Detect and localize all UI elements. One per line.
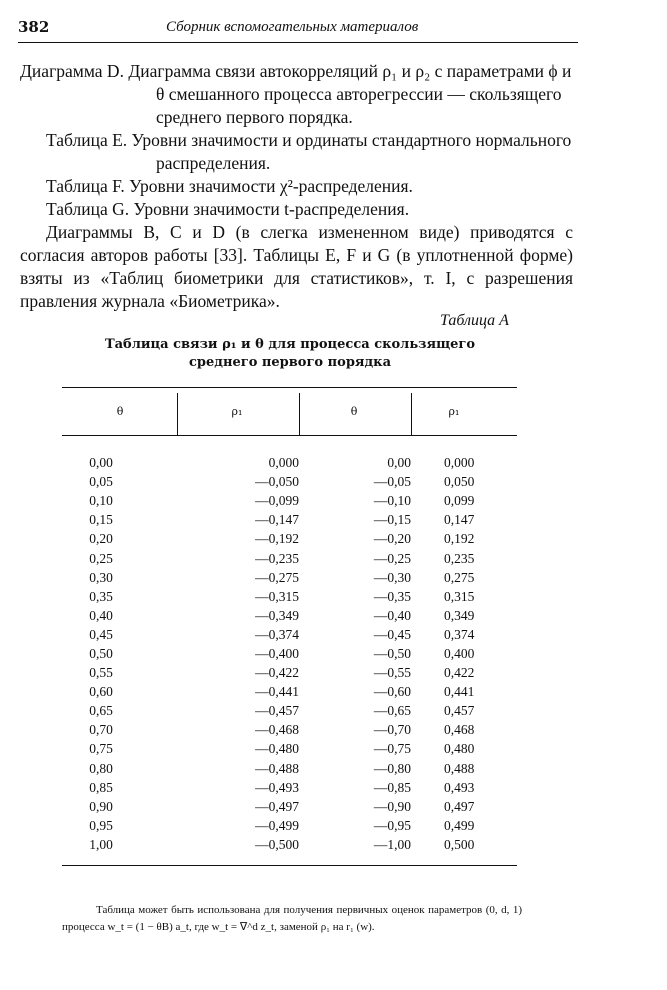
table-footnote — [62, 902, 522, 936]
theta-cell — [62, 682, 177, 701]
cell-value: 0,000 — [268, 455, 299, 471]
table-row — [62, 568, 517, 587]
cell-value: 0,50 — [89, 645, 113, 661]
theta-cell — [299, 548, 411, 567]
rho-cell — [177, 663, 299, 682]
cell-value: —0,60 — [373, 684, 411, 700]
cell-value: 0,497 — [444, 798, 475, 814]
cell-value: 0,147 — [444, 512, 475, 528]
table-row — [62, 625, 517, 644]
table-row — [62, 529, 517, 548]
theta-cell — [299, 510, 411, 529]
theta-cell — [62, 739, 177, 758]
theta-cell — [62, 472, 177, 491]
cell-value: —0,05 — [373, 474, 411, 490]
table-row — [62, 682, 517, 701]
cell-value: 0,499 — [444, 817, 475, 833]
cell-value: —0,315 — [255, 588, 299, 604]
rho-cell — [177, 606, 299, 625]
cell-value: 0,95 — [89, 817, 113, 833]
rho-cell — [411, 720, 517, 739]
theta-cell — [299, 663, 411, 682]
theta-cell — [62, 759, 177, 778]
cell-value: —0,40 — [373, 607, 411, 623]
cell-value: —0,099 — [255, 493, 299, 509]
rho-cell — [177, 529, 299, 548]
rho-cell — [411, 816, 517, 835]
table-body — [62, 453, 517, 854]
page-number: 382 — [18, 18, 50, 36]
running-title: Сборник вспомогательных материалов — [166, 19, 419, 35]
diagram-d-entry — [20, 60, 573, 129]
cell-value: 0,60 — [89, 684, 113, 700]
theta-cell — [299, 472, 411, 491]
running-header — [18, 18, 578, 40]
cell-value: —0,80 — [373, 760, 411, 776]
theta-cell — [62, 625, 177, 644]
cell-value: —0,45 — [373, 626, 411, 642]
rho-cell — [177, 778, 299, 797]
cell-value: —0,374 — [255, 626, 299, 642]
table-header-rule — [62, 435, 517, 436]
rho-cell — [411, 835, 517, 854]
cell-value: —0,85 — [373, 779, 411, 795]
table-row — [62, 491, 517, 510]
table-row — [62, 835, 517, 854]
cell-value: 0,422 — [444, 665, 475, 681]
rho-cell — [177, 625, 299, 644]
column-divider — [411, 393, 412, 435]
cell-value: 0,10 — [89, 493, 113, 509]
cell-value: 0,35 — [89, 588, 113, 604]
cell-value: —0,70 — [373, 722, 411, 738]
cell-value: 0,275 — [444, 569, 475, 585]
theta-cell — [299, 797, 411, 816]
cell-value: 0,15 — [89, 512, 113, 528]
diagram-d-label: Диаграмма D. — [20, 61, 124, 81]
table-title — [90, 336, 490, 372]
cell-value: 0,480 — [444, 741, 475, 757]
cell-value: 0,00 — [89, 455, 113, 471]
header-rule — [18, 42, 578, 43]
rho-cell — [411, 529, 517, 548]
cell-value: —0,235 — [255, 550, 299, 566]
theta-cell — [62, 835, 177, 854]
cell-value: 0,488 — [444, 760, 475, 776]
table-f-entry: Таблица F. Уровни значимости χ²-распределения. — [46, 176, 413, 196]
rho-cell — [411, 568, 517, 587]
theta-cell — [62, 568, 177, 587]
table-top-rule — [62, 387, 517, 388]
table-e-label: Таблица E. — [46, 130, 128, 150]
table-row — [62, 759, 517, 778]
cell-value: 0,050 — [444, 474, 475, 490]
cell-value: 0,25 — [89, 550, 113, 566]
rho-cell — [177, 701, 299, 720]
rho-cell — [177, 472, 299, 491]
rho-cell — [411, 548, 517, 567]
header-theta-2: θ — [350, 405, 358, 418]
cell-value: —0,25 — [373, 550, 411, 566]
cell-value: —0,147 — [255, 512, 299, 528]
cell-value: —0,192 — [255, 531, 299, 547]
table-e-text: Уровни значимости и ординаты стандартного нормального распределения. — [131, 130, 572, 173]
cell-value: 0,468 — [444, 722, 475, 738]
cell-value: —0,493 — [255, 779, 299, 795]
rho-cell — [411, 797, 517, 816]
cell-value: 0,00 — [387, 455, 411, 471]
cell-value: —0,10 — [373, 493, 411, 509]
cell-value: 0,75 — [89, 741, 113, 757]
rho-cell — [177, 739, 299, 758]
theta-cell — [299, 816, 411, 835]
rho-cell — [411, 510, 517, 529]
cell-value: 0,099 — [444, 493, 475, 509]
table-row — [62, 797, 517, 816]
cell-value: —0,349 — [255, 607, 299, 623]
cell-value: —0,75 — [373, 741, 411, 757]
table-row — [62, 816, 517, 835]
theta-cell — [299, 625, 411, 644]
theta-cell — [299, 606, 411, 625]
cell-value: —0,400 — [255, 645, 299, 661]
table-row — [62, 644, 517, 663]
table-row — [62, 739, 517, 758]
cell-value: —0,468 — [255, 722, 299, 738]
rho-cell — [411, 491, 517, 510]
theta-cell — [62, 548, 177, 567]
theta-cell — [62, 816, 177, 835]
theta-cell — [299, 835, 411, 854]
table-row — [62, 453, 517, 472]
table-g-entry: Таблица G. Уровни значимости t-распределения. — [46, 199, 410, 219]
rho-cell — [177, 644, 299, 663]
cell-value: 0,441 — [444, 684, 475, 700]
cell-value: 0,457 — [444, 703, 475, 719]
theta-cell — [299, 568, 411, 587]
theta-cell — [62, 663, 177, 682]
cell-value: 0,70 — [89, 722, 113, 738]
theta-cell — [299, 701, 411, 720]
rho-cell — [411, 587, 517, 606]
cell-value: 0,315 — [444, 588, 475, 604]
theta-cell — [62, 587, 177, 606]
cell-value: —0,441 — [255, 684, 299, 700]
cell-value: —0,050 — [255, 474, 299, 490]
rho-cell — [177, 548, 299, 567]
theta-cell — [299, 778, 411, 797]
cell-value: —0,95 — [373, 817, 411, 833]
rho-cell — [177, 491, 299, 510]
cell-value: 0,30 — [89, 569, 113, 585]
cell-value: 0,000 — [444, 455, 475, 471]
table-bottom-rule — [62, 865, 517, 866]
theta-cell — [62, 644, 177, 663]
theta-cell — [62, 453, 177, 472]
cell-value: —0,15 — [373, 512, 411, 528]
table-row — [62, 472, 517, 491]
cell-value: 0,20 — [89, 531, 113, 547]
cell-value: 0,192 — [444, 531, 475, 547]
cell-value: —0,20 — [373, 531, 411, 547]
rho-cell — [177, 453, 299, 472]
table-title-line2: среднего первого порядка — [189, 355, 391, 370]
cell-value: 0,55 — [89, 665, 113, 681]
theta-cell — [299, 529, 411, 548]
table-e-entry — [20, 129, 573, 175]
table-row — [62, 701, 517, 720]
column-divider — [299, 393, 300, 435]
cell-value: —0,422 — [255, 665, 299, 681]
cell-value: —0,55 — [373, 665, 411, 681]
table-row — [62, 720, 517, 739]
cell-value: —0,488 — [255, 760, 299, 776]
header-rho-1: ρ₁ — [231, 405, 243, 418]
cell-value: 0,05 — [89, 474, 113, 490]
sources-paragraph: Диаграммы B, C и D (в слегка измененном виде) приводятся с согласия авторов работы [33]. Таблицы E, F и G (в уплотненной форме) взяты из «Таблиц биометрики для статистиков», т. I, с разрешения правления журнала «Биометрика». — [20, 222, 573, 311]
cell-value: 0,80 — [89, 760, 113, 776]
table-row — [62, 663, 517, 682]
theta-cell — [299, 491, 411, 510]
theta-cell — [62, 510, 177, 529]
rho-cell — [411, 472, 517, 491]
rho-cell — [411, 739, 517, 758]
cell-value: 0,45 — [89, 626, 113, 642]
cell-value: —0,90 — [373, 798, 411, 814]
cell-value: —0,457 — [255, 703, 299, 719]
diagram-d-text: Диаграмма связи автокорреляций ρ₁ и ρ₂ с параметрами ϕ и θ смешанного процесса авторегрессии — скользящего среднего первого порядка. — [128, 61, 572, 127]
rho-cell — [411, 663, 517, 682]
table-row — [62, 587, 517, 606]
rho-cell — [177, 568, 299, 587]
rho-cell — [177, 587, 299, 606]
theta-cell — [62, 529, 177, 548]
cell-value: 0,235 — [444, 550, 475, 566]
table-row — [62, 606, 517, 625]
cell-value: 0,493 — [444, 779, 475, 795]
cell-value: 0,374 — [444, 626, 475, 642]
cell-value: —0,35 — [373, 588, 411, 604]
footnote-text: Таблица может быть использована для получения первичных оценок параметров (0, d, 1) процесса w_t = (1 − θB) a_t, где w_t = ∇^d z_t, заменой ρ₁ на r₁ (w). — [62, 904, 522, 933]
header-rho-2: ρ₁ — [448, 405, 460, 418]
theta-cell — [299, 644, 411, 663]
rho-cell — [177, 510, 299, 529]
cell-value: —0,497 — [255, 798, 299, 814]
theta-cell — [299, 720, 411, 739]
theta-cell — [62, 491, 177, 510]
cell-value: —0,500 — [255, 836, 299, 852]
table-row — [62, 548, 517, 567]
cell-value: 0,65 — [89, 703, 113, 719]
cell-value: —1,00 — [373, 836, 411, 852]
rho-cell — [177, 759, 299, 778]
column-divider — [177, 393, 178, 435]
cell-value: 0,85 — [89, 779, 113, 795]
intro-text — [20, 60, 573, 313]
rho-cell — [411, 606, 517, 625]
rho-cell — [411, 682, 517, 701]
cell-value: 0,500 — [444, 836, 475, 852]
rho-cell — [411, 759, 517, 778]
cell-value: 1,00 — [89, 836, 113, 852]
rho-cell — [411, 644, 517, 663]
theta-cell — [299, 759, 411, 778]
table-title-line1: Таблица связи ρ₁ и θ для процесса скользящего — [104, 337, 476, 352]
cell-value: 0,349 — [444, 607, 475, 623]
cell-value: 0,40 — [89, 607, 113, 623]
theta-cell — [62, 606, 177, 625]
cell-value: —0,499 — [255, 817, 299, 833]
cell-value: —0,480 — [255, 741, 299, 757]
theta-cell — [299, 453, 411, 472]
theta-cell — [299, 587, 411, 606]
rho-cell — [177, 816, 299, 835]
table-row — [62, 778, 517, 797]
cell-value: 0,400 — [444, 645, 475, 661]
theta-cell — [62, 720, 177, 739]
rho-cell — [177, 720, 299, 739]
theta-cell — [62, 778, 177, 797]
cell-value: 0,90 — [89, 798, 113, 814]
rho-cell — [411, 778, 517, 797]
cell-value: —0,50 — [373, 645, 411, 661]
rho-cell — [411, 701, 517, 720]
rho-cell — [177, 682, 299, 701]
theta-cell — [62, 701, 177, 720]
table-label: Таблица A — [440, 312, 509, 329]
cell-value: —0,275 — [255, 569, 299, 585]
rho-cell — [177, 797, 299, 816]
theta-cell — [299, 682, 411, 701]
theta-cell — [62, 797, 177, 816]
cell-value: —0,65 — [373, 703, 411, 719]
cell-value: —0,30 — [373, 569, 411, 585]
theta-cell — [299, 739, 411, 758]
rho-cell — [411, 453, 517, 472]
header-theta-1: θ — [116, 405, 124, 418]
rho-cell — [411, 625, 517, 644]
table-row — [62, 510, 517, 529]
rho-cell — [177, 835, 299, 854]
